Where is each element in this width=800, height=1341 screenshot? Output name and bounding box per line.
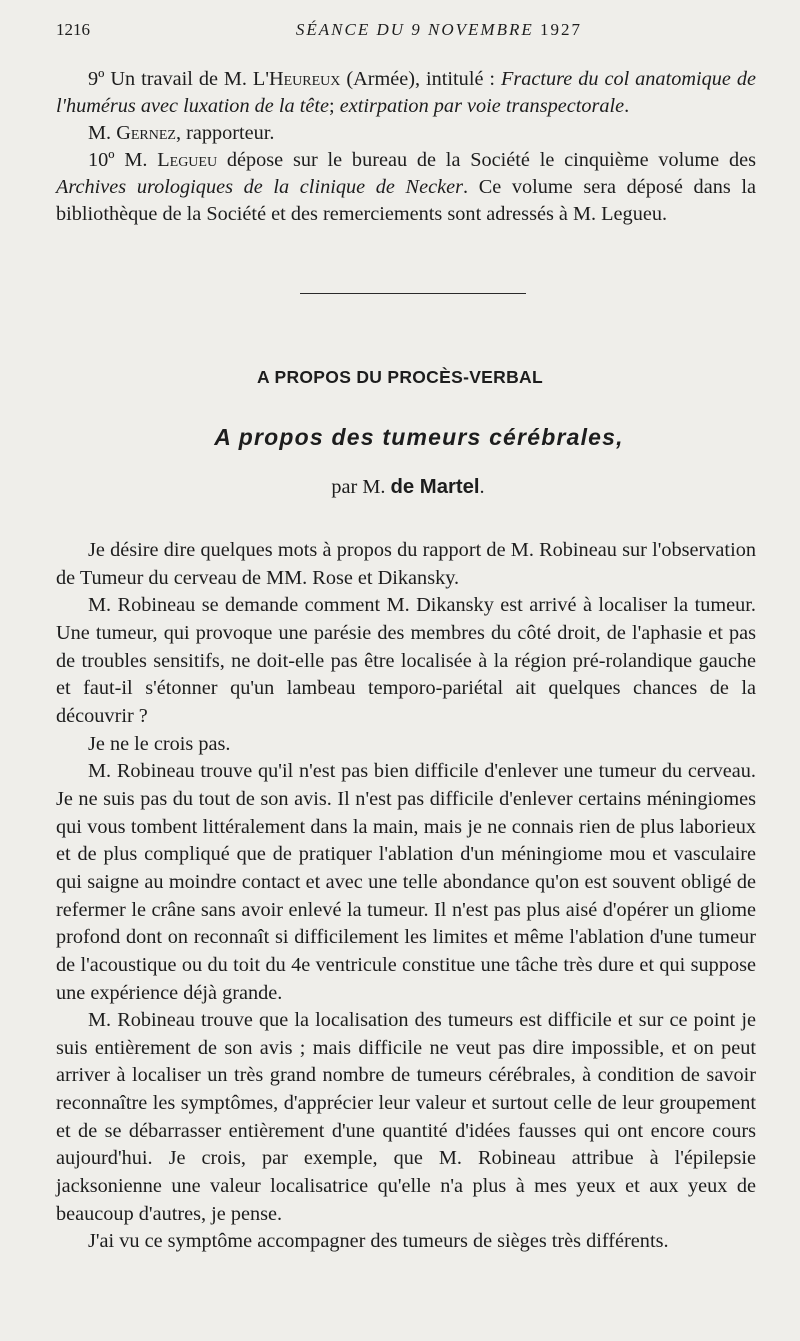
item-text: (Armée), intitulé : bbox=[340, 68, 501, 90]
article-body bbox=[56, 537, 756, 1256]
work-title: Fracture du col anatomique de l'humérus avec luxation de la tête bbox=[56, 68, 756, 117]
page-number: 1216 bbox=[56, 20, 90, 39]
byline bbox=[0, 476, 800, 499]
author-name: Heureux bbox=[268, 68, 341, 90]
paragraph: M. Robineau trouve que la localisation des tumeurs est difficile et sur ce point je suis entièrement de son avis ; mais difficile ne veut pas dire impossible, et on peut arriver à localiser un très grand nombre de tumeurs cérébrales, à condition de savoir reconnaître les symptômes, d'apprécier leur valeur et surtout celle de leur groupement et de se débarrasser entièrement d'une quantité d'idées fausses qui ont encore cours aujourd'hui. Je crois, par exemple, que M. Robineau attribue à l'épilepsie jacksonienne une valeur localisatrice qu'elle n'a plus à mes yeux et aux yeux de beaucoup d'autres, je pense. bbox=[56, 1009, 756, 1225]
paragraph: M. Robineau trouve qu'il n'est pas bien difficile d'enlever une tumeur du cerveau. Je ne suis pas du tout de son avis. Il n'est pas difficile d'enlever certains méningiomes qui vous tombent littéralement dans la main, mais je ne connais rien de plus laborieux et de plus compliqué que de pratiquer l'ablation d'un méningiome mou et vasculaire qui saigne au moindre contact et avec une telle abondance qu'on est souvent obligé de refermer le crâne sans avoir enlevé la tumeur. Il n'est pas plus aisé d'opérer un gliome profond dont on reconnaît si difficilement les limites et même l'ablation d'une tumeur de l'acoustique ou du toit du 4e ventricule constitue une tâche très dure et qui suppose une expérience déjà grande. bbox=[56, 760, 756, 1004]
item-text: , rapporteur. bbox=[175, 122, 275, 144]
work-title: extirpation par voie transpectorale bbox=[339, 95, 625, 117]
paragraph: Je ne le crois pas. bbox=[88, 732, 231, 755]
item-text: . bbox=[624, 95, 630, 117]
item-9 bbox=[56, 66, 756, 120]
running-year: 1927 bbox=[540, 20, 582, 39]
byline-author: de Martel bbox=[390, 476, 480, 498]
byline-text: par M. bbox=[331, 476, 391, 498]
item-text: . Ce volume sera déposé dans la bibliothèque de la Société et des remerciements sont adressés à M. Legueu. bbox=[56, 176, 757, 225]
item-number: 10º bbox=[88, 149, 115, 171]
work-title: Archives urologiques de la clinique de Necker bbox=[56, 176, 463, 198]
rapporteur-line bbox=[56, 120, 756, 147]
rapporteur-name: Gernez bbox=[116, 122, 176, 144]
running-title-text: SÉANCE DU 9 NOVEMBRE bbox=[295, 20, 534, 39]
session-items bbox=[56, 66, 756, 228]
article-title: A propos des tumeurs cérébrales, bbox=[214, 424, 624, 450]
author-name: Legueu bbox=[157, 149, 218, 171]
paragraph: J'ai vu ce symptôme accompagner des tumeurs de sièges très différents. bbox=[88, 1230, 669, 1253]
item-text: ; bbox=[329, 95, 340, 117]
running-header bbox=[56, 20, 582, 44]
item-text: dépose sur le bureau de la Société le cinquième volume des bbox=[217, 149, 756, 171]
section-divider bbox=[300, 293, 526, 294]
item-10 bbox=[56, 147, 756, 228]
item-text: M. bbox=[114, 149, 158, 171]
item-number: 9º bbox=[88, 68, 105, 90]
item-text: M. bbox=[88, 122, 117, 144]
paragraph: Je désire dire quelques mots à propos du rapport de M. Robineau sur l'observation de Tumeur du cerveau de MM. Rose et Dikansky. bbox=[56, 539, 756, 589]
item-text: Un travail de M. L' bbox=[110, 68, 269, 90]
paragraph: M. Robineau se demande comment M. Dikansky est arrivé à localiser la tumeur. Une tumeur, qui provoque une parésie des membres du côté droit, de l'aphasie et pas de troubles sensitifs, ne doit-elle pas être localisée à la région pré-rolandique gauche et faut-il s'étonner qu'un lambeau temporo-pariétal ait quelques chances de la découvrir ? bbox=[56, 594, 756, 727]
section-heading: A PROPOS DU PROCÈS-VERBAL bbox=[257, 367, 543, 387]
byline-text: . bbox=[479, 476, 485, 498]
running-title bbox=[296, 20, 582, 40]
